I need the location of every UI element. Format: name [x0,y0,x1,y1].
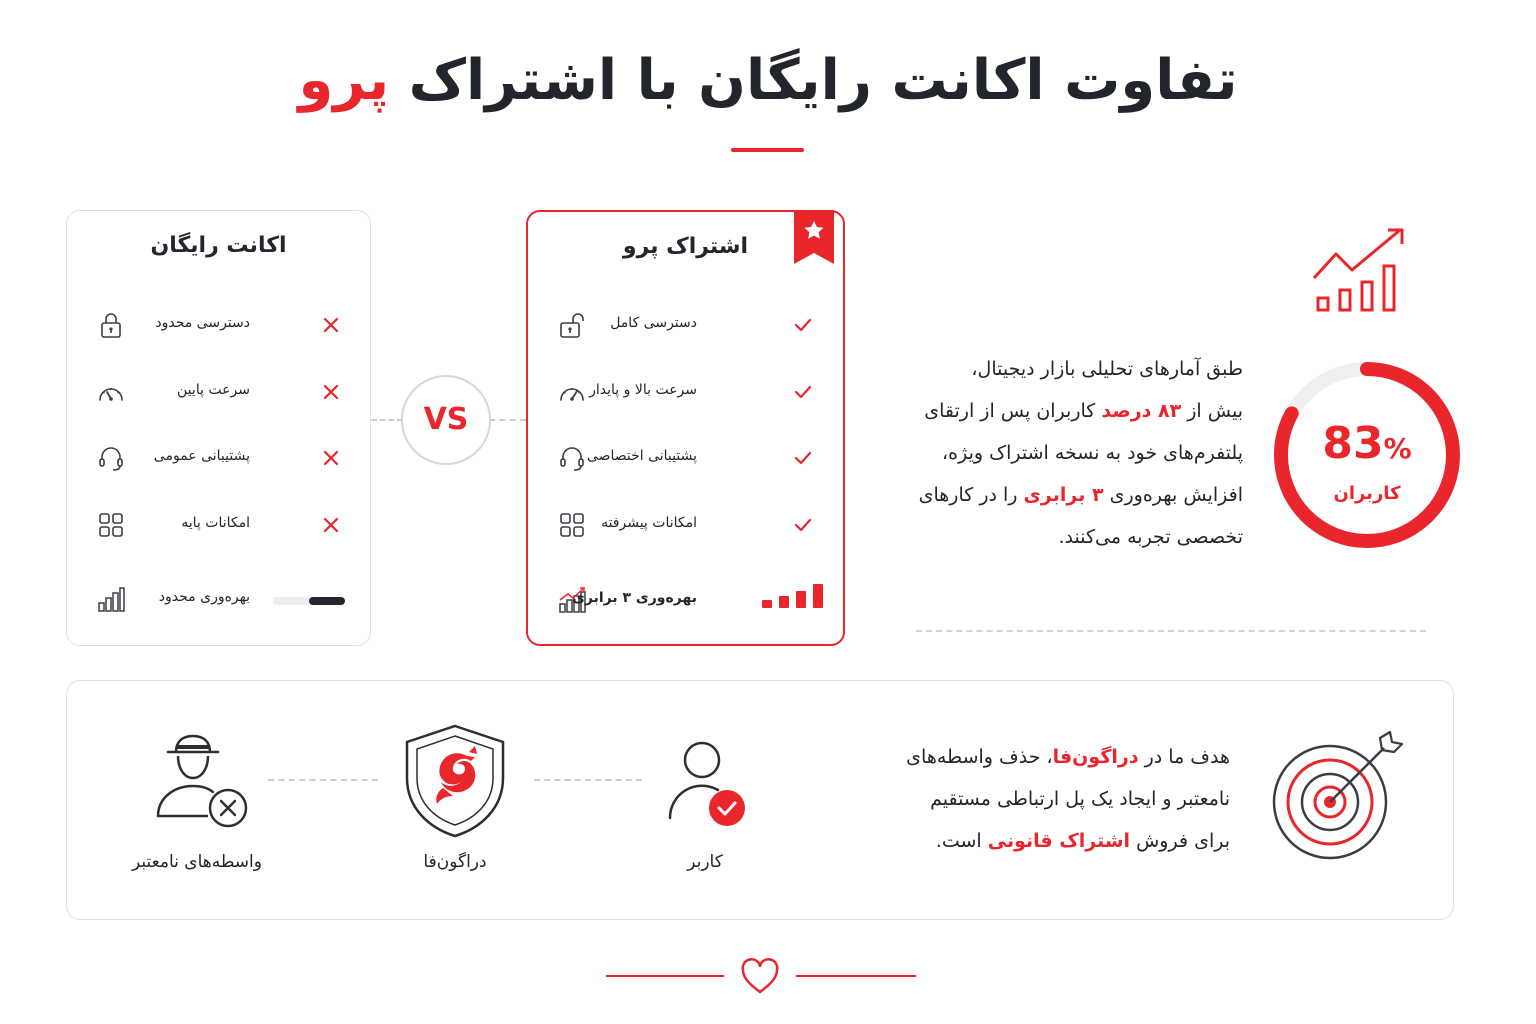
vs-badge: VS [401,375,491,465]
title-main: تفاوت اکانت رایگان با اشتراک [389,48,1238,113]
stats-text: را در کارهای [918,484,1024,506]
unlock-icon [556,309,588,341]
free-item-label: امکانات پایه [181,515,250,531]
check-icon [793,315,813,335]
stats-line: طبق آمارهای تحلیلی بازار دیجیتال، [971,358,1243,380]
mission-text: است. [935,830,988,852]
headset-icon [95,442,127,474]
title-underline [731,148,804,152]
free-item-label: دسترسی محدود [155,315,250,331]
flow-connector [534,779,642,781]
free-account-card [66,210,371,646]
footer-line-left [606,975,724,977]
cross-icon [321,315,341,335]
brand-highlight: دراگون‌فا [1052,746,1139,768]
ring-percentage [1270,418,1464,469]
page-title [0,48,1536,113]
pro-card-title: اشتراک پرو [622,234,749,259]
flow-label-user: کاربر [687,852,723,872]
free-item-support [67,438,370,478]
free-productivity-fill [309,597,345,605]
free-item-speed [67,372,370,412]
ring-value: 83 [1322,418,1384,469]
target-icon [1268,730,1408,870]
flow-label-intermediaries: واسطه‌های نامعتبر [132,852,262,872]
pro-item-label: امکانات پیشرفته [601,515,697,531]
pro-item-features [528,505,843,545]
stats-highlight-multiplier: ۳ برابری [1023,484,1104,506]
free-item-access [67,305,370,345]
mission-text: ، حذف واسطه‌های [906,746,1053,768]
title-highlight: پرو [298,48,390,113]
mission-text: برای فروش [1130,830,1230,852]
pro-item-label: دسترسی کامل [610,315,697,331]
speedometer-icon [556,376,588,408]
stats-line: تخصصی تجربه می‌کنند. [1058,526,1243,548]
stats-line [900,390,1243,432]
flow-connector [268,779,378,781]
free-item-label: سرعت پایین [177,382,250,398]
stats-line [900,474,1243,516]
dragon-shield-icon [403,722,507,838]
mission-paragraph [820,736,1230,862]
free-card-title: اکانت رایگان [150,233,287,258]
cross-icon [321,382,341,402]
vs-connector-right [489,419,526,421]
grid-icon [95,509,127,541]
heart-icon [740,958,780,996]
stats-text: کاربران پس از ارتقای [924,400,1102,422]
mission-line [820,736,1230,778]
stats-paragraph [900,348,1243,558]
stats-text: بیش از [1181,400,1243,422]
mission-line [820,820,1230,862]
pro-item-label: بهره‌وری ۳ برابری [572,590,697,606]
growth-chart-icon [1310,226,1406,316]
check-icon [793,382,813,402]
stats-text: افزایش بهره‌وری [1103,484,1243,506]
check-icon [793,448,813,468]
signal-bars-icon [762,584,824,610]
vs-connector-left [371,419,403,421]
speedometer-icon [95,376,127,408]
headset-icon [556,442,588,474]
pro-item-label: پشتیبانی اختصاصی [586,448,697,464]
star-ribbon-icon [794,210,834,264]
free-item-label: پشتیبانی عمومی [153,448,250,464]
mission-line: نامعتبر و ایجاد یک پل ارتباطی مستقیم [930,788,1230,810]
footer-line-right [796,975,916,977]
mission-text: هدف ما در [1138,746,1230,768]
legal-subscription-highlight: اشتراک قانونی [987,830,1131,852]
bar-chart-icon [95,583,127,615]
pro-item-access [528,305,843,345]
pro-item-label: سرعت بالا و پایدار [589,382,697,398]
grid-icon [556,509,588,541]
pro-subscription-card [526,210,845,646]
free-item-label: بهره‌وری محدود [158,589,250,605]
mission-panel [66,680,1454,920]
lock-icon [95,309,127,341]
check-icon [793,515,813,535]
free-productivity-bar [273,597,345,605]
cross-icon [321,448,341,468]
pro-item-support [528,438,843,478]
ring-label: کاربران [1333,483,1401,504]
cross-icon [321,515,341,535]
pro-item-productivity [528,580,843,620]
flow-label-dragonfa: دراگون‌فا [423,852,487,872]
stats-line: پلتفرم‌های خود به نسخه اشتراک ویژه، [942,442,1243,464]
stats-divider [916,630,1426,632]
pro-item-speed [528,372,843,412]
stats-highlight-percent: ۸۳ درصد [1101,400,1182,422]
blocked-intermediary-icon [152,730,252,830]
free-item-features [67,505,370,545]
ring-unit: % [1383,432,1412,465]
user-check-icon [664,738,748,830]
